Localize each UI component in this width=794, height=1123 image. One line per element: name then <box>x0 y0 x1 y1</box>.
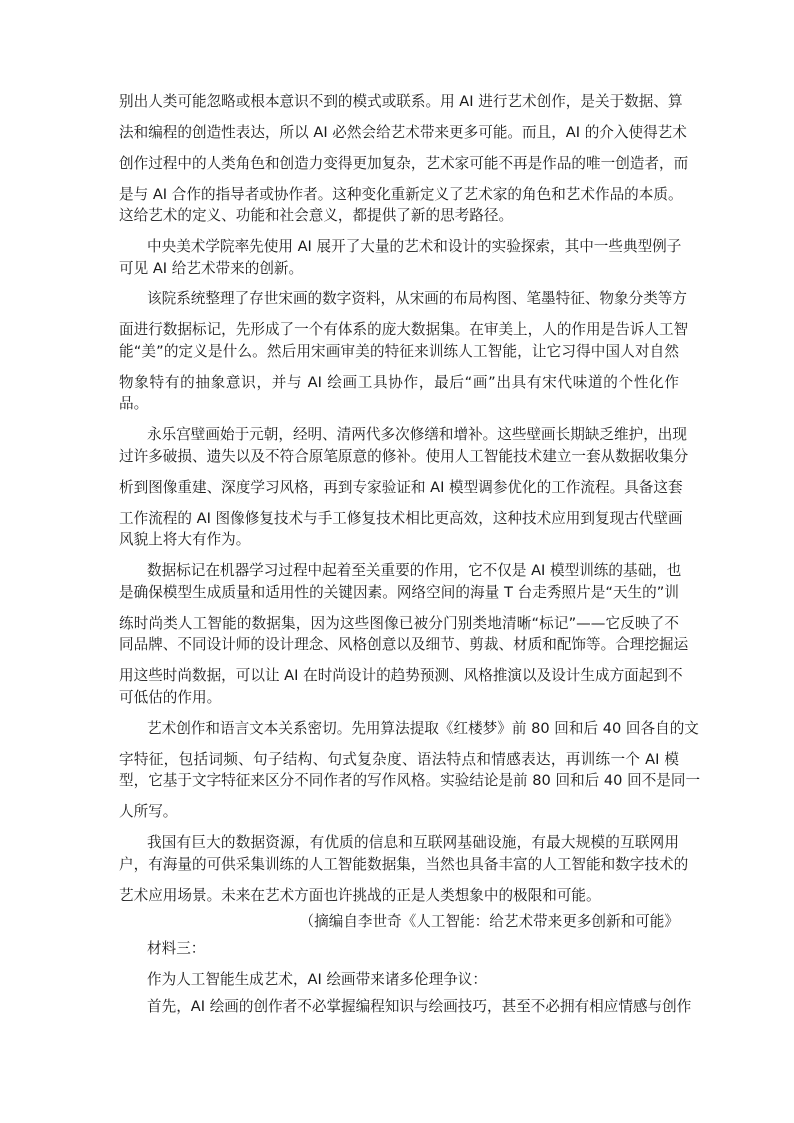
text-line: 面进行数据标记，先形成了一个有体系的庞大数据集。在审美上，人的作用是告诉人工智 <box>119 321 689 338</box>
text-line: 物象特有的抽象意识，并与 AI 绘画工具协作，最后“画”出具有宋代味道的个性化作 <box>119 374 679 391</box>
text-line: 人所写。 <box>119 803 178 820</box>
text-line: 户，有海量的可供采集训练的人工智能数据集，当然也具备丰富的人工智能和数字技术的 <box>119 856 689 873</box>
text-line: 法和编程的创造性表达，所以 AI 必然会给艺术带来更多可能。而且，AI 的介入使得艺术 <box>119 124 687 141</box>
paragraph-start: 中央美术学院率先使用 AI 展开了大量的艺术和设计的实验探索，其中一些典型例子 <box>147 238 682 255</box>
section-heading: 材料三： <box>147 940 206 957</box>
text-line: 可见 AI 给艺术带来的创新。 <box>119 260 304 277</box>
paragraph-start: 该院系统整理了存世宋画的数字资料，从宋画的布局构图、笔墨特征、物象分类等方 <box>147 290 687 307</box>
text-line: 品。 <box>119 395 149 412</box>
paragraph-start: 我国有巨大的数据资源，有优质的信息和互联网基础设施，有最大规模的互联网用 <box>147 834 679 851</box>
text-line: 创作过程中的人类角色和创造力变得更加复杂，艺术家可能不再是作品的唯一创造者，而 <box>119 155 689 172</box>
text-line: 这给艺术的定义、功能和社会意义，都提供了新的思考路径。 <box>119 207 514 224</box>
paragraph-start: 永乐宫壁画始于元朝，经明、清两代多次修缮和增补。这些壁画长期缺乏维护，出现 <box>147 426 687 443</box>
text-line: 过许多破损、遗失以及不符合原笔原意的修补。使用人工智能技术建立一套从数据收集分 <box>119 448 689 465</box>
text-line: 练时尚类人工智能的数据集，因为这些图像已被分门别类地清晰“标记”——它反映了不 <box>119 615 679 632</box>
text-line: 别出人类可能忽略或根本意识不到的模式或联系。用 AI 进行艺术创作，是关于数据、算 <box>119 93 683 110</box>
paragraph-start: 数据标记在机器学习过程中起着至关重要的作用，它不仅是 AI 模型训练的基础，也 <box>147 562 682 579</box>
text-line: 是与 AI 合作的指导者或协作者。这种变化重新定义了艺术家的角色和艺术作品的本质。 <box>119 186 683 203</box>
text-line: 字特征，包括词频、句子结构、句式复杂度、语法特点和情感表达，再训练一个 AI 模 <box>119 751 679 768</box>
text-line: 艺术应用场景。未来在艺术方面也许挑战的正是人类想象中的极限和可能。 <box>119 887 601 904</box>
paragraph-start: 首先，AI 绘画的创作者不必掌握编程知识与绘画技巧，甚至不必拥有相应情感与创作 <box>147 998 692 1015</box>
text-line: 同品牌、不同设计师的设计理念、风格创意以及细节、剪裁、材质和配饰等。合理挖掘运 <box>119 636 689 653</box>
text-line: 型，它基于文字特征来区分不同作者的写作风格。实验结论是前 80 回和后 40 回不是同一 <box>119 772 701 789</box>
text-line: 析到图像重建、深度学习风格，再到专家验证和 AI 模型调参优化的工作流程。具备这套 <box>119 479 683 496</box>
text-line: 能“美”的定义是什么。然后用宋画审美的特征来训练人工智能，让它习得中国人对自然 <box>119 343 679 360</box>
text-line: 可低估的作用。 <box>119 689 222 706</box>
paragraph-start: 艺术创作和语言文本关系密切。先用算法提取《红楼梦》前 80 回和后 40 回各自的文 <box>147 720 699 737</box>
text-line: 工作流程的 AI 图像修复技术与手工修复技术相比更高效，这种技术应用到复现古代壁画 <box>119 510 683 527</box>
text-line: 是确保模型生成质量和适用性的关键因素。网络空间的海量 T 台走秀照片是“天生的”训 <box>119 584 679 601</box>
source-citation: （摘编自李世奇《人工智能：给艺术带来更多创新和可能》 <box>299 913 679 930</box>
text-line: 风貌上将大有作为。 <box>119 531 251 548</box>
text-line: 用这些时尚数据，可以让 AI 在时尚设计的趋势预测、风格推演以及设计生成方面起到不 <box>119 667 683 684</box>
paragraph-start: 作为人工智能生成艺术，AI 绘画带来诸多伦理争议： <box>147 971 487 988</box>
